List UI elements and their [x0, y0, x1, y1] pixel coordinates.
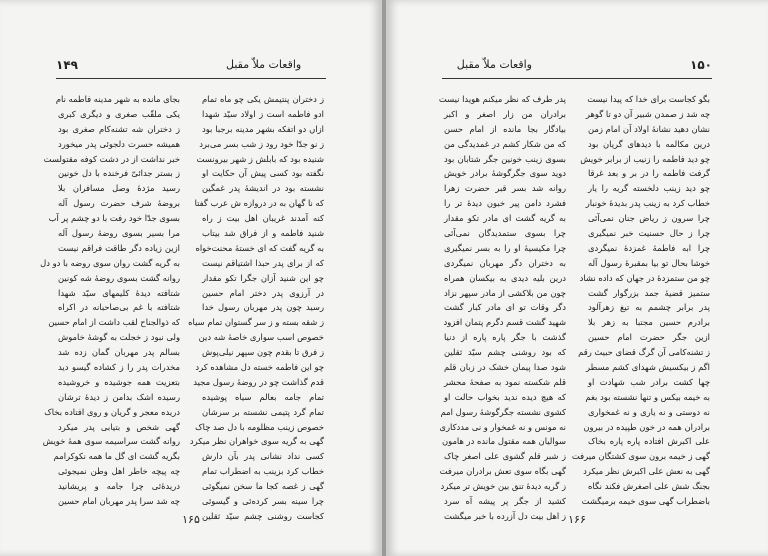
verse-line: که بود روشنی چشم سیّد ثقلین	[444, 347, 566, 358]
verse-line: ز شبر قلم گشوی علی اصغر چاک	[444, 451, 566, 462]
verse-line: ازاں دو اتفکه بشهر مدینه برجبا بود	[202, 123, 324, 134]
verse-line: ز نو جدّا خود رود ز شب بسر می‌برد	[199, 138, 324, 149]
verse-line: چو این شنید آزان جگرا تکو مقدار	[202, 272, 324, 283]
right-page-header	[442, 58, 712, 80]
verse-line: تمام گرد پتیمی نشسته بر سرشان	[202, 406, 324, 417]
left-page	[0, 0, 382, 556]
verse-line: پدر طرف که نظر میکنم هویدا نیست	[438, 94, 566, 104]
verse-line: به گریه گشت روان سوی روضه با دو دل	[40, 257, 180, 268]
verse-line: کشید از جگر پر پیشه آه سرد	[444, 496, 566, 507]
verse-line: چو من ستمزدهٔ در جهان که داده نشاد	[579, 272, 710, 283]
verse-line: ز شقه بسته و ز سر گستوان تمام سیاه	[188, 317, 324, 328]
verse-line: که از برای پدر حبذا اشتیاقم نیست	[202, 257, 324, 268]
verse-line: ز اهل بیت دل آزرده با خبر میگشت	[444, 510, 566, 521]
verse-line: رسید مژدهٔ وصل مسافران بلا	[58, 183, 180, 194]
left-header-rule	[56, 78, 326, 79]
verse-line: چها کشت برادر شب شهادت او	[588, 376, 710, 387]
verse-line: کسی نداد نشانی پدر بآن دارش	[202, 451, 324, 462]
verse-line: شنیده بود که بابلش ز شهر بیرونست	[196, 153, 324, 164]
verse-line: روانه شد بسر قبر حضرت زهرا	[444, 183, 566, 194]
right-footer-page-number: ۱۶۶	[568, 513, 586, 526]
verse-line: ازین جگر حضرت امام حسین	[588, 332, 710, 343]
right-header-rule	[442, 78, 712, 79]
verse-line: بگریه گشت ای گل ما همه نکوکرامم	[53, 451, 180, 462]
verse-line: برادرم حسین مجتبا به زهر بلا	[588, 317, 710, 328]
verse-line: بجنگ شش علی اصغرش فکند نگاه	[588, 481, 710, 492]
verse-line: دریده معجر و گریان و روی افتاده بخاک	[44, 406, 180, 417]
verse-line: به گریه گفت که ای خستهٔ محنت‌خواه	[195, 242, 324, 253]
verse-line: خوشا بحال تو بیا بمقبرهٔ رسول آله	[588, 257, 710, 268]
left-footer-page-number: ۱۶۵	[182, 513, 200, 526]
verse-line: همیشه حسرت دلجوئی پدر میخورد	[58, 138, 180, 149]
verse-line: درین مکالمه با دیدهای گریان بود	[588, 138, 710, 149]
verse-line: چه پیچه خاطر اهل وطن نمیجوئی	[58, 466, 180, 477]
verse-line: باضطراب گهی سوی خیمه برمیگشت	[581, 496, 710, 507]
left-page-column-right	[188, 92, 324, 521]
verse-line: که نا گهان به در دروازه ش عرب گفتا	[194, 198, 324, 209]
verse-line: مرا بسیر بسوی روضهٔ رسول آله	[58, 228, 180, 239]
verse-line: قدم گذاشت چو در روضهٔ رسول مجید	[193, 376, 324, 387]
verse-line: کنه آمدند غریبان اهل بیت ز راه	[202, 213, 324, 224]
verse-line: به خیمه بیکس و تنها نشسته بود بغم	[585, 391, 710, 402]
verse-line: شنید فاطمه و از فراق شد بیتاب	[202, 228, 324, 239]
verse-line: ز فرق تا بقدم چون سپهر نیلی‌پوش	[202, 347, 324, 358]
verse-line: گهی ز خیمه برون سوی کشتگان میرفت	[571, 451, 710, 462]
verse-line: چو دید فاطمه را زنیب از برابر خویش	[580, 153, 710, 164]
verse-line: بسالم پدر مهربان گمان زده شد	[58, 347, 180, 358]
left-page-header	[56, 58, 326, 80]
verse-line: گهی شخص و بتیابی پدر میکرد	[58, 421, 180, 432]
right-header-page-number: ۱۵۰	[690, 58, 712, 72]
verse-line: خصوص اسب سواری خاصهٔ شه دین	[198, 332, 324, 343]
verse-line: قلم شکسته نمود به صفحهٔ محشر	[444, 376, 566, 387]
verse-line: گهی به گریه سوی خواهران نظر میکرد	[189, 436, 324, 447]
left-header-page-number: ۱۴۹	[56, 58, 78, 72]
verse-line: چرا ز حال حسنیت خبر نمیگیری	[588, 228, 710, 239]
verse-line: فشرد دامن پیر خبون دیدهٔ تر را	[444, 198, 566, 209]
verse-line: چرا سرون ز ریاض جنان نمی‌آئی	[588, 213, 710, 224]
verse-line: چرا ابه فاطمهٔ غمزدهٔ نمیگردی	[588, 242, 710, 253]
verse-line: چرا سینه بسر کرده‌ئی و گیسوئی	[202, 496, 324, 507]
verse-line: ز دختران شه تشنه‌کام صغری بود	[58, 123, 180, 134]
verse-line: ز بستر جدائیّ فرخنده با دل خونین	[58, 168, 180, 179]
verse-line: برادران من زار اصغر و اکبر	[444, 108, 566, 119]
left-running-title: واقعات ملاّ مقبل	[226, 58, 302, 71]
verse-line: ز دختران پنتیمش یکی چو ماه تمام	[202, 94, 324, 104]
verse-line: نه دوستی و نه یاری و نه غمخواری	[588, 406, 710, 417]
right-page-column-right	[571, 92, 710, 507]
verse-line: رسید چون پدر مهربان رسول خدا	[202, 302, 324, 313]
verse-line: شتافته دیدهٔ کلیمهای سیّد شهدا	[58, 287, 180, 298]
verse-line: شتافته با غم بی‌صاحبانه در اکراه	[58, 302, 180, 313]
verse-line: رسیده اشک بدامن ز دیدهٔ ترشان	[58, 391, 180, 402]
verse-line: که من شکار کشم در غمدیدگی من	[444, 138, 566, 149]
verse-line: یکی ملقّب صغری و دیگری کبری	[58, 108, 180, 119]
verse-line: نشان دهید نشانهٔ اولاد آن امام زمن	[588, 123, 710, 134]
verse-line: ادو فاطمه است ز اولاد سیّد شهدا	[202, 108, 324, 119]
verse-line: که ذوالجناح لقب داشت از امام حسین	[48, 317, 180, 328]
verse-line: به دختران دگر مهربان نمیگردی	[444, 257, 566, 268]
verse-line: بتعزیت همه جوشیده و خروشیده	[58, 376, 180, 387]
verse-line: چو دید زینب دلخسته گریه را یار	[588, 183, 710, 194]
verse-line: مخدرات پدر را ز کشاده گیسو دید	[58, 362, 180, 373]
verse-line: دریدهٔ‌ئی چرا جامه و پریشانید	[58, 481, 180, 492]
verse-line: روانه گشت سراسیمه سوی همهٔ خویش	[42, 436, 180, 447]
verse-line: خطاب کرد بزینب به اضطراب تمام	[202, 466, 324, 477]
verse-line: گهی ز غصه کجا ما سخن نمیگوئی	[202, 481, 324, 492]
verse-line: گذشت با جگر پاره پاره از دنیا	[444, 332, 566, 343]
left-page-column-left	[40, 92, 180, 507]
verse-line: نگفته بود کسی پیش آن حکایت او	[202, 168, 324, 179]
verse-line: دگر وقات تو ای مادر کبار گشت	[444, 302, 566, 313]
verse-line: شهید گشت قسم دگرم پتمان افزود	[443, 317, 566, 328]
verse-line: ز گریه دیدهٔ تنق بین خویش تر میکرد	[440, 481, 566, 492]
verse-line: اگم ز بیکسیش شهدای کشم مسطر	[585, 362, 710, 373]
verse-line: بسوی زینب خونین جگر شتابان بود	[444, 153, 566, 164]
verse-line: بروضهٔ شرف حضرت رسول آله	[58, 198, 180, 209]
verse-line: گهی بگاه سوی تعش برادران میرفت	[439, 466, 566, 477]
right-page	[386, 0, 768, 556]
verse-line: برادران همه در خون طپیده در بیرون	[583, 421, 710, 432]
verse-line: ز تشنه‌کامی آن گرگ قضای حبیث رقم	[578, 347, 710, 358]
verse-line: کشوی نشسته جگرگوشهٔ رسول امم	[440, 406, 566, 417]
verse-line: تمام جامه بعالم سیاه پوشیده	[202, 391, 324, 402]
verse-line: بسوی جدّا خود رفت با دو چشم پر آب	[48, 213, 180, 224]
verse-line: که هیچ دیده ندید بخواب حالت او	[444, 391, 566, 402]
verse-line: چرا مکیسیهٔ او را به بسر نمیگیری	[444, 242, 566, 253]
verse-line: علی اکبرش افتاده پاره پاره بخاک	[588, 436, 710, 447]
verse-line: بگو کجاست برای خدا که پیدا نیست	[587, 94, 710, 104]
verse-line: کجاست روشنی چشم سیّد ثقلین	[202, 510, 324, 521]
verse-line: بیادگار بجا مانده از امام حسن	[444, 123, 566, 134]
verse-line: روانه گشت بسوی روضهٔ شه کونین	[58, 272, 180, 283]
verse-line: شود صدا پیمان خشک در زبان قلم	[444, 362, 566, 373]
verse-line: خطاب کرد به زینب پدر بدیدهٔ خونبار	[585, 198, 710, 209]
verse-line: ستمیز قضیهٔ جمد بزرگوار گشت	[588, 287, 710, 298]
verse-line: در آرزوی پدر دختر امام حسین	[202, 287, 324, 298]
verse-line: چرا بسوی ستمدیدگان نمی‌آئی	[444, 228, 566, 239]
right-running-title: واقعات ملاّ مقبل	[456, 58, 532, 71]
verse-line: چه شد ز صمدن شبیر آن دو تا گوهر	[585, 108, 710, 119]
verse-line: چو این فاطمه خسته دل مشاهده کرد	[195, 362, 324, 373]
verse-line: گرفت فاطمه را در بر و بعد غرقا	[588, 168, 710, 179]
verse-line: ولی نبود ز خجلت به گوشهٔ خاموش	[58, 332, 180, 343]
verse-line: دوید سوی جگرگوشهٔ برادر خویش	[444, 168, 566, 179]
verse-line: نه مونس و نه غمخوار و نی مددکاری	[439, 421, 566, 432]
verse-line: درین بلیه دیدی به بیکسان همراه	[444, 272, 566, 283]
right-page-column-left	[438, 92, 566, 521]
verse-line: چون من بلاکشی از مادر سپهر نزاد	[444, 287, 566, 298]
verse-line: خصوص زینب مظلومه با دل صد چاک	[195, 421, 324, 432]
verse-line: بجای مانده به شهر مدینه فاطمه نام	[55, 94, 180, 104]
verse-line: گهی به نعش علی اکبرش نظر میکرد	[583, 466, 710, 477]
verse-line: به گریه گشت ای مادر تکو مقدار	[444, 213, 566, 224]
verse-line: پدر برابر چشمم به تیغ زهرآلود	[588, 302, 710, 313]
verse-line: چه شد سرا پدر مهربان امام حسین	[58, 496, 180, 507]
verse-line: سوالیان همه مقتول مانده در هامون	[441, 436, 566, 447]
verse-line: نشسته بود در اندیشهٔ پدر غمگین	[202, 183, 324, 194]
verse-line: خبر نداشت از در دشت کوفه مقتولست	[43, 153, 180, 164]
verse-line: ازین زیاده دگر طاقت فراقم نیست	[58, 242, 180, 253]
